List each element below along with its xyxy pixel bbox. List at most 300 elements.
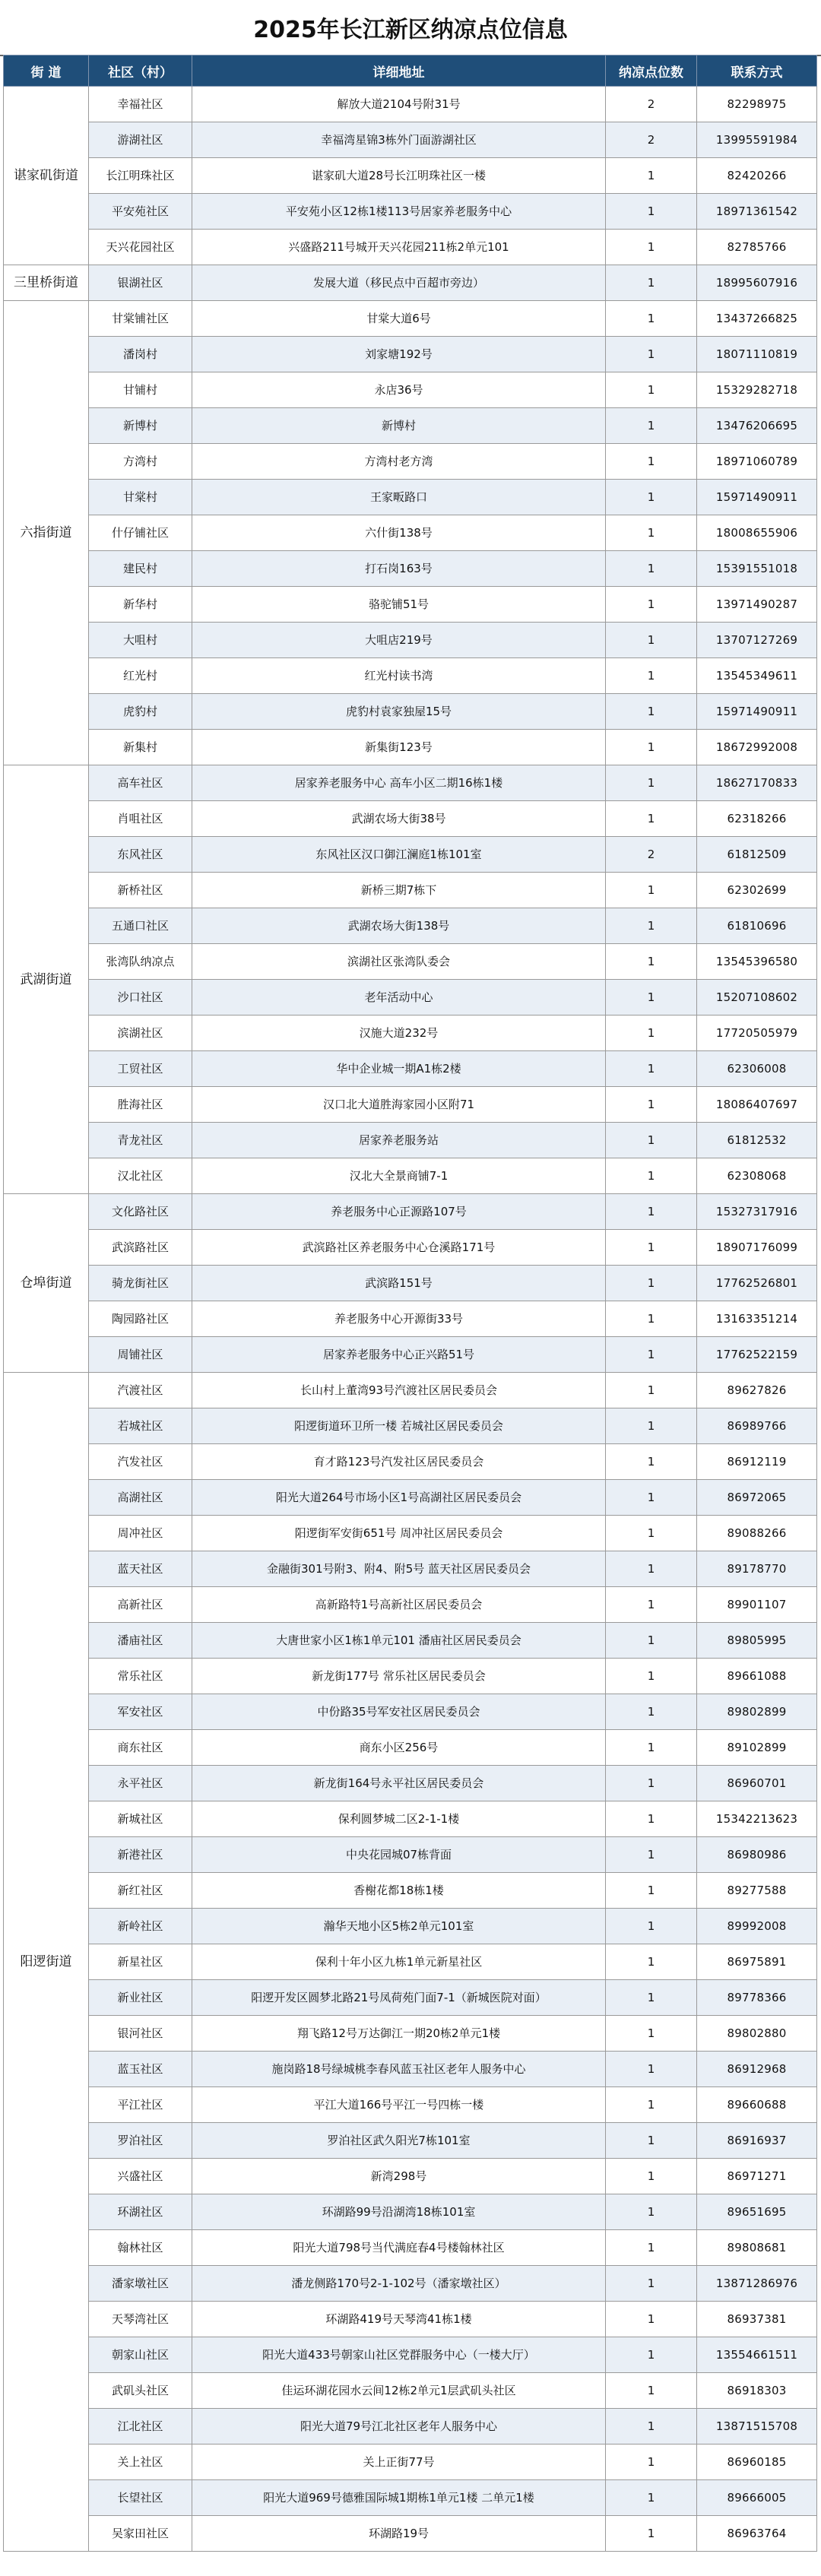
address-cell: 中央花园城07栋背面 <box>192 1837 606 1873</box>
point-count: 1 <box>606 158 697 194</box>
address-cell: 香榭花都18栋1楼 <box>192 1873 606 1909</box>
community-name: 环湖社区 <box>89 2194 192 2230</box>
point-count: 1 <box>606 2480 697 2516</box>
table-row <box>4 1266 817 1301</box>
community-name: 滨湖社区 <box>89 1016 192 1051</box>
point-count: 1 <box>606 1516 697 1551</box>
table-row <box>4 2194 817 2230</box>
address-cell: 东风社区汉口御江澜庭1栋101室 <box>192 837 606 873</box>
point-count: 1 <box>606 444 697 480</box>
address-cell: 汉北大全景商铺7-1 <box>192 1158 606 1194</box>
community-name: 江北社区 <box>89 2409 192 2445</box>
table-row <box>4 158 817 194</box>
point-count: 1 <box>606 587 697 623</box>
address-cell: 红光村读书湾 <box>192 658 606 694</box>
phone-number: 17762522159 <box>697 1337 817 1373</box>
community-name: 甘铺村 <box>89 372 192 408</box>
point-count: 2 <box>606 87 697 122</box>
point-count: 1 <box>606 944 697 980</box>
community-name: 骑龙街社区 <box>89 1266 192 1301</box>
phone-number: 15207108602 <box>697 980 817 1016</box>
street-name: 武湖街道 <box>4 765 89 1194</box>
community-name: 建民村 <box>89 551 192 587</box>
table-row <box>4 2480 817 2516</box>
point-count: 1 <box>606 1659 697 1694</box>
phone-number: 15971490911 <box>697 694 817 730</box>
phone-number: 15971490911 <box>697 480 817 515</box>
community-name: 新华村 <box>89 587 192 623</box>
table-row <box>4 1408 817 1444</box>
community-name: 新桥社区 <box>89 873 192 908</box>
table-row <box>4 265 817 301</box>
point-count: 1 <box>606 2052 697 2087</box>
address-cell: 滨湖社区张湾队委会 <box>192 944 606 980</box>
address-cell: 阳光大道79号江北社区老年人服务中心 <box>192 2409 606 2445</box>
phone-number: 86963764 <box>697 2516 817 2552</box>
address-cell: 汉口北大道胜海家园小区附71 <box>192 1087 606 1123</box>
address-cell: 平安苑小区12栋1楼113号居家养老服务中心 <box>192 194 606 230</box>
phone-number: 89992008 <box>697 1909 817 1944</box>
point-count: 1 <box>606 1766 697 1801</box>
community-name: 常乐社区 <box>89 1659 192 1694</box>
address-cell: 中份路35号军安社区居民委员会 <box>192 1694 606 1730</box>
point-count: 1 <box>606 2230 697 2266</box>
community-name: 长江明珠社区 <box>89 158 192 194</box>
point-count: 1 <box>606 873 697 908</box>
community-name: 胜海社区 <box>89 1087 192 1123</box>
table-row <box>4 1123 817 1158</box>
community-name: 陶园路社区 <box>89 1301 192 1337</box>
point-count: 1 <box>606 2337 697 2373</box>
point-count: 1 <box>606 265 697 301</box>
point-count: 1 <box>606 1980 697 2016</box>
address-cell: 翔飞路12号万达御江一期20栋2单元1楼 <box>192 2016 606 2052</box>
table-row <box>4 1373 817 1408</box>
point-count: 1 <box>606 2159 697 2194</box>
address-cell: 新龙街164号永平社区居民委员会 <box>192 1766 606 1801</box>
address-cell: 汉施大道232号 <box>192 1016 606 1051</box>
address-cell: 新湾298号 <box>192 2159 606 2194</box>
cooling-points-table <box>3 55 817 2552</box>
point-count: 1 <box>606 1944 697 1980</box>
community-name: 蓝天社区 <box>89 1551 192 1587</box>
point-count: 1 <box>606 980 697 1016</box>
address-cell: 佳运环湖花园水云间12栋2单元1层武矶头社区 <box>192 2373 606 2409</box>
table-row <box>4 1587 817 1623</box>
street-name: 三里桥街道 <box>4 265 89 301</box>
phone-number: 18971060789 <box>697 444 817 480</box>
address-cell: 施岗路18号绿城桃李春风蓝玉社区老年人服务中心 <box>192 2052 606 2087</box>
table-row <box>4 480 817 515</box>
table-row <box>4 1051 817 1087</box>
table-row <box>4 2445 817 2480</box>
phone-number: 89802899 <box>697 1694 817 1730</box>
community-name: 肖咀社区 <box>89 801 192 837</box>
community-name: 甘棠铺社区 <box>89 301 192 337</box>
address-cell: 新桥三期7栋下 <box>192 873 606 908</box>
phone-number: 89778366 <box>697 1980 817 2016</box>
phone-number: 13554661511 <box>697 2337 817 2373</box>
community-name: 银湖社区 <box>89 265 192 301</box>
point-count: 1 <box>606 194 697 230</box>
point-count: 1 <box>606 1551 697 1587</box>
table-row <box>4 2123 817 2159</box>
point-count: 1 <box>606 1337 697 1373</box>
phone-number: 82785766 <box>697 230 817 265</box>
community-name: 关上社区 <box>89 2445 192 2480</box>
community-name: 幸福社区 <box>89 87 192 122</box>
phone-number: 18627170833 <box>697 765 817 801</box>
street-name: 六指街道 <box>4 301 89 765</box>
table-row <box>4 1087 817 1123</box>
table-row <box>4 1623 817 1659</box>
community-name: 军安社区 <box>89 1694 192 1730</box>
table-row <box>4 837 817 873</box>
phone-number: 86989766 <box>697 1408 817 1444</box>
point-count: 1 <box>606 2016 697 2052</box>
community-name: 红光村 <box>89 658 192 694</box>
phone-number: 86916937 <box>697 2123 817 2159</box>
table-row <box>4 2052 817 2087</box>
address-cell: 商东小区256号 <box>192 1730 606 1766</box>
address-cell: 环湖路99号沿湖湾18栋101室 <box>192 2194 606 2230</box>
community-name: 兴盛社区 <box>89 2159 192 2194</box>
community-name: 新星社区 <box>89 1944 192 1980</box>
point-count: 1 <box>606 2302 697 2337</box>
community-name: 长望社区 <box>89 2480 192 2516</box>
table-row <box>4 1230 817 1266</box>
point-count: 1 <box>606 730 697 765</box>
table-row <box>4 1016 817 1051</box>
address-cell: 长山村上董湾93号汽渡社区居民委员会 <box>192 1373 606 1408</box>
address-cell: 虎豹村袁家独屋15号 <box>192 694 606 730</box>
address-cell: 解放大道2104号附31号 <box>192 87 606 122</box>
phone-number: 15342213623 <box>697 1801 817 1837</box>
point-count: 1 <box>606 765 697 801</box>
phone-number: 86980986 <box>697 1837 817 1873</box>
phone-number: 89277588 <box>697 1873 817 1909</box>
address-cell: 环湖路19号 <box>192 2516 606 2552</box>
phone-number: 61810696 <box>697 908 817 944</box>
address-cell: 关上正街77号 <box>192 2445 606 2480</box>
phone-number: 89178770 <box>697 1551 817 1587</box>
table-row <box>4 372 817 408</box>
phone-number: 89805995 <box>697 1623 817 1659</box>
community-name: 朝家山社区 <box>89 2337 192 2373</box>
address-cell: 高新路特1号高新社区居民委员会 <box>192 1587 606 1623</box>
community-name: 潘庙社区 <box>89 1623 192 1659</box>
table-row <box>4 2516 817 2552</box>
phone-number: 89666005 <box>697 2480 817 2516</box>
address-cell: 武滨路151号 <box>192 1266 606 1301</box>
address-cell: 居家养老服务中心正兴路51号 <box>192 1337 606 1373</box>
phone-number: 13871515708 <box>697 2409 817 2445</box>
phone-number: 13476206695 <box>697 408 817 444</box>
community-name: 沙口社区 <box>89 980 192 1016</box>
address-cell: 武滨路社区养老服务中心仓溪路171号 <box>192 1230 606 1266</box>
point-count: 1 <box>606 2445 697 2480</box>
phone-number: 18672992008 <box>697 730 817 765</box>
community-name: 甘棠村 <box>89 480 192 515</box>
phone-number: 13971490287 <box>697 587 817 623</box>
point-count: 1 <box>606 1444 697 1480</box>
point-count: 1 <box>606 408 697 444</box>
point-count: 1 <box>606 1837 697 1873</box>
point-count: 1 <box>606 337 697 372</box>
address-cell: 平江大道166号平江一号四栋一楼 <box>192 2087 606 2123</box>
table-row <box>4 1551 817 1587</box>
point-count: 1 <box>606 2516 697 2552</box>
street-name: 阳逻街道 <box>4 1373 89 2552</box>
address-cell: 金融街301号附3、附4、附5号 蓝天社区居民委员会 <box>192 1551 606 1587</box>
community-name: 方湾村 <box>89 444 192 480</box>
table-row <box>4 623 817 658</box>
address-cell: 方湾村老方湾 <box>192 444 606 480</box>
address-cell: 居家养老服务站 <box>192 1123 606 1158</box>
header-count: 纳凉点位数 <box>606 55 697 87</box>
point-count: 1 <box>606 2266 697 2302</box>
point-count: 1 <box>606 1230 697 1266</box>
address-cell: 永店36号 <box>192 372 606 408</box>
table-row <box>4 2409 817 2445</box>
phone-number: 62306008 <box>697 1051 817 1087</box>
community-name: 新城社区 <box>89 1801 192 1837</box>
address-cell: 幸福湾星锦3栋外门面游湖社区 <box>192 122 606 158</box>
community-name: 工贸社区 <box>89 1051 192 1087</box>
phone-number: 18086407697 <box>697 1087 817 1123</box>
address-cell: 保利圆梦城二区2-1-1楼 <box>192 1801 606 1837</box>
point-count: 1 <box>606 908 697 944</box>
table-row <box>4 1837 817 1873</box>
table-row <box>4 1730 817 1766</box>
table-row <box>4 1873 817 1909</box>
point-count: 1 <box>606 2123 697 2159</box>
table-row <box>4 1337 817 1373</box>
point-count: 1 <box>606 1194 697 1230</box>
community-name: 武滨路社区 <box>89 1230 192 1266</box>
community-name: 高车社区 <box>89 765 192 801</box>
community-name: 永平社区 <box>89 1766 192 1801</box>
point-count: 1 <box>606 801 697 837</box>
table-row <box>4 944 817 980</box>
table-row <box>4 587 817 623</box>
phone-number: 86971271 <box>697 2159 817 2194</box>
table-row <box>4 1980 817 2016</box>
address-cell: 育才路123号汽发社区居民委员会 <box>192 1444 606 1480</box>
community-name: 银河社区 <box>89 2016 192 2052</box>
table-row <box>4 1480 817 1516</box>
community-name: 张湾队纳凉点 <box>89 944 192 980</box>
community-name: 东风社区 <box>89 837 192 873</box>
phone-number: 15329282718 <box>697 372 817 408</box>
phone-number: 89802880 <box>697 2016 817 2052</box>
table-row <box>4 2373 817 2409</box>
point-count: 1 <box>606 551 697 587</box>
point-count: 1 <box>606 1123 697 1158</box>
phone-number: 89651695 <box>697 2194 817 2230</box>
street-name: 仓埠街道 <box>4 1194 89 1373</box>
phone-number: 89627826 <box>697 1373 817 1408</box>
phone-number: 89088266 <box>697 1516 817 1551</box>
table-row <box>4 694 817 730</box>
phone-number: 15391551018 <box>697 551 817 587</box>
phone-number: 18971361542 <box>697 194 817 230</box>
community-name: 游湖社区 <box>89 122 192 158</box>
table-row <box>4 1444 817 1480</box>
header-phone: 联系方式 <box>697 55 817 87</box>
point-count: 1 <box>606 1373 697 1408</box>
point-count: 2 <box>606 122 697 158</box>
table-row <box>4 2087 817 2123</box>
point-count: 1 <box>606 2087 697 2123</box>
table-row <box>4 2337 817 2373</box>
phone-number: 86918303 <box>697 2373 817 2409</box>
point-count: 1 <box>606 1801 697 1837</box>
point-count: 1 <box>606 1408 697 1444</box>
address-cell: 阳光大道264号市场小区1号高湖社区居民委员会 <box>192 1480 606 1516</box>
point-count: 1 <box>606 2194 697 2230</box>
table-header-row <box>4 55 817 87</box>
point-count: 1 <box>606 1909 697 1944</box>
table-row <box>4 1944 817 1980</box>
table-row <box>4 1301 817 1337</box>
point-count: 1 <box>606 2373 697 2409</box>
community-name: 新港社区 <box>89 1837 192 1873</box>
table-row <box>4 230 817 265</box>
address-cell: 潘龙侧路170号2-1-102号（潘家墩社区） <box>192 2266 606 2302</box>
point-count: 1 <box>606 1480 697 1516</box>
phone-number: 13545396580 <box>697 944 817 980</box>
table-row <box>4 2230 817 2266</box>
address-cell: 老年活动中心 <box>192 980 606 1016</box>
point-count: 1 <box>606 301 697 337</box>
address-cell: 保利十年小区九栋1单元新星社区 <box>192 1944 606 1980</box>
phone-number: 86972065 <box>697 1480 817 1516</box>
address-cell: 刘家塘192号 <box>192 337 606 372</box>
point-count: 1 <box>606 1158 697 1194</box>
phone-number: 89102899 <box>697 1730 817 1766</box>
table-row <box>4 765 817 801</box>
community-name: 青龙社区 <box>89 1123 192 1158</box>
address-cell: 阳光大道433号朝家山社区党群服务中心（一楼大厅） <box>192 2337 606 2373</box>
header-address: 详细地址 <box>192 55 606 87</box>
phone-number: 61812532 <box>697 1123 817 1158</box>
community-name: 新岭社区 <box>89 1909 192 1944</box>
point-count: 1 <box>606 1051 697 1087</box>
phone-number: 86912968 <box>697 2052 817 2087</box>
community-name: 商东社区 <box>89 1730 192 1766</box>
phone-number: 15327317916 <box>697 1194 817 1230</box>
point-count: 1 <box>606 1266 697 1301</box>
phone-number: 86975891 <box>697 1944 817 1980</box>
address-cell: 六什街138号 <box>192 515 606 551</box>
table-row <box>4 301 817 337</box>
phone-number: 62302699 <box>697 873 817 908</box>
community-name: 汉北社区 <box>89 1158 192 1194</box>
table-row <box>4 337 817 372</box>
point-count: 1 <box>606 623 697 658</box>
phone-number: 61812509 <box>697 837 817 873</box>
point-count: 1 <box>606 2409 697 2445</box>
community-name: 文化路社区 <box>89 1194 192 1230</box>
point-count: 2 <box>606 837 697 873</box>
address-cell: 罗泊社区武久阳光7栋101室 <box>192 2123 606 2159</box>
table-row <box>4 730 817 765</box>
phone-number: 13437266825 <box>697 301 817 337</box>
address-cell: 华中企业城一期A1栋2楼 <box>192 1051 606 1087</box>
address-cell: 养老服务中心正源路107号 <box>192 1194 606 1230</box>
community-name: 高湖社区 <box>89 1480 192 1516</box>
community-name: 平江社区 <box>89 2087 192 2123</box>
community-name: 平安苑社区 <box>89 194 192 230</box>
table-row <box>4 551 817 587</box>
phone-number: 89661088 <box>697 1659 817 1694</box>
phone-number: 82298975 <box>697 87 817 122</box>
address-cell: 武湖农场大街38号 <box>192 801 606 837</box>
table-row <box>4 2266 817 2302</box>
point-count: 1 <box>606 1087 697 1123</box>
street-name: 谌家矶街道 <box>4 87 89 265</box>
table-body <box>4 87 817 2552</box>
phone-number: 13995591984 <box>697 122 817 158</box>
table-row <box>4 444 817 480</box>
table-row <box>4 122 817 158</box>
community-name: 新博村 <box>89 408 192 444</box>
table-row <box>4 2302 817 2337</box>
point-count: 1 <box>606 1694 697 1730</box>
phone-number: 89660688 <box>697 2087 817 2123</box>
table-row <box>4 87 817 122</box>
community-name: 新红社区 <box>89 1873 192 1909</box>
address-cell: 新博村 <box>192 408 606 444</box>
phone-number: 18995607916 <box>697 265 817 301</box>
table-row <box>4 980 817 1016</box>
community-name: 虎豹村 <box>89 694 192 730</box>
phone-number: 13707127269 <box>697 623 817 658</box>
address-cell: 大咀店219号 <box>192 623 606 658</box>
table-row <box>4 515 817 551</box>
phone-number: 13545349611 <box>697 658 817 694</box>
phone-number: 89901107 <box>697 1587 817 1623</box>
address-cell: 王家畈路口 <box>192 480 606 515</box>
phone-number: 17762526801 <box>697 1266 817 1301</box>
community-name: 五通口社区 <box>89 908 192 944</box>
table-row <box>4 1659 817 1694</box>
community-name: 新集村 <box>89 730 192 765</box>
phone-number: 86937381 <box>697 2302 817 2337</box>
phone-number: 13163351214 <box>697 1301 817 1337</box>
phone-number: 62318266 <box>697 801 817 837</box>
community-name: 武矶头社区 <box>89 2373 192 2409</box>
address-cell: 阳光大道969号德雅国际城1期栋1单元1楼 二单元1楼 <box>192 2480 606 2516</box>
community-name: 天琴湾社区 <box>89 2302 192 2337</box>
community-name: 翰林社区 <box>89 2230 192 2266</box>
community-name: 周铺社区 <box>89 1337 192 1373</box>
address-cell: 发展大道（移民点中百超市旁边） <box>192 265 606 301</box>
phone-number: 18071110819 <box>697 337 817 372</box>
page-title: 2025年长江新区纳凉点位信息 <box>0 0 821 56</box>
address-cell: 瀚华天地小区5栋2单元101室 <box>192 1909 606 1944</box>
community-name: 新业社区 <box>89 1980 192 2016</box>
phone-number: 13871286976 <box>697 2266 817 2302</box>
community-name: 周冲社区 <box>89 1516 192 1551</box>
phone-number: 86912119 <box>697 1444 817 1480</box>
table-row <box>4 801 817 837</box>
table-row <box>4 1909 817 1944</box>
table-row <box>4 658 817 694</box>
table-row <box>4 1158 817 1194</box>
point-count: 1 <box>606 1730 697 1766</box>
